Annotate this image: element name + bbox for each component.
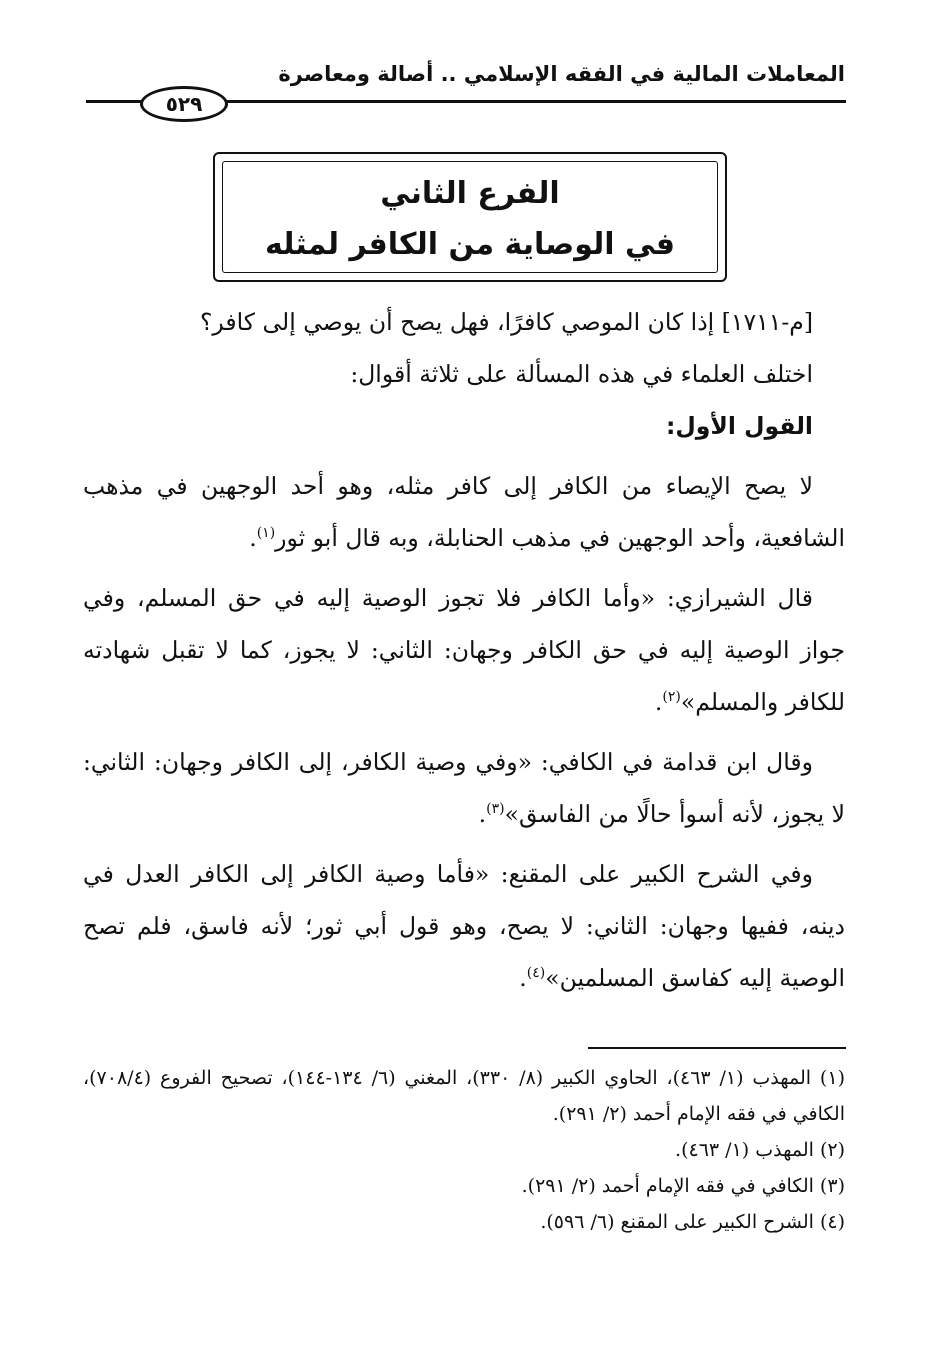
footnotes	[83, 1060, 845, 1240]
footnote-ref-2: (٢)	[662, 689, 681, 706]
paragraph-intro: اختلف العلماء في هذه المسألة على ثلاثة أقوال:	[350, 360, 813, 388]
paragraph-text: وقال ابن قدامة في الكافي: «وفي وصية الكافر، إلى الكافر وجهان: الثاني: لا يجوز، لأنه أسوأ حالًا من الفاسق»	[83, 748, 845, 828]
paragraph-first-opinion	[83, 460, 845, 564]
paragraph-sharh-kabir	[83, 848, 845, 1004]
end-dot: .	[519, 964, 527, 992]
footnote-1: (١) المهذب (١/ ٤٦٣)، الحاوي الكبير (٨/ ٣٣٠)، المغني (٦/ ١٣٤-١٤٤)، تصحيح الفروع (٧٠٨/٤)، الكافي في فقه الإمام أحمد (٢/ ٢٩١).	[83, 1067, 845, 1125]
footnote-2: (٢) المهذب (١/ ٤٦٣).	[675, 1139, 845, 1161]
footnote-ref-1: (١)	[256, 525, 276, 542]
section-title-frame	[213, 152, 727, 282]
paragraph-question: [م-١٧١١] إذا كان الموصي كافرًا، فهل يصح أن يوصي إلى كافر؟	[199, 308, 813, 336]
footnote-4: (٤) الشرح الكبير على المقنع (٦/ ٥٩٦).	[540, 1211, 845, 1233]
paragraph-text: وفي الشرح الكبير على المقنع: «فأما وصية الكافر إلى الكافر العدل في دينه، ففيها وجهان: الثاني: لا يصح، وهو قول أبي ثور؛ لأنه فاسق، فلم تصح الوصية إليه كفاسق المسلمين»	[83, 860, 845, 992]
footnote-ref-3: (٣)	[486, 801, 505, 818]
running-header: المعاملات المالية في الفقه الإسلامي .. أصالة ومعاصرة	[278, 62, 845, 86]
paragraph-text: لا يصح الإيصاء من الكافر إلى كافر مثله، وهو أحد الوجهين في مذهب الشافعية، وأحد الوجهين في مذهب الحنابلة، وبه قال أبو ثور	[83, 472, 845, 552]
section-title-line-1: الفرع الثاني	[380, 176, 560, 211]
footnote-separator	[588, 1047, 846, 1049]
section-title-line-2: في الوصاية من الكافر لمثله	[264, 227, 676, 262]
end-dot: .	[654, 688, 663, 716]
body-text	[83, 296, 845, 1004]
end-dot: .	[478, 800, 487, 828]
page-number: ٥٢٩	[140, 86, 228, 122]
paragraph-ibn-qudama	[83, 736, 845, 840]
paragraph-shirazi	[83, 572, 845, 728]
footnote-3: (٣) الكافي في فقه الإمام أحمد (٢/ ٢٩١).	[521, 1175, 845, 1197]
end-dot: .	[249, 524, 257, 552]
footnote-ref-4: (٤)	[526, 965, 546, 982]
paragraph-heading: القول الأول:	[665, 412, 813, 440]
paragraph-text: قال الشيرازي: «وأما الكافر فلا تجوز الوصية إليه في حق المسلم، وفي جواز الوصية إليه في حق الكافر وجهان: الثاني: لا يجوز، كما لا تقبل شهادته للكافر والمسلم»	[83, 584, 845, 716]
